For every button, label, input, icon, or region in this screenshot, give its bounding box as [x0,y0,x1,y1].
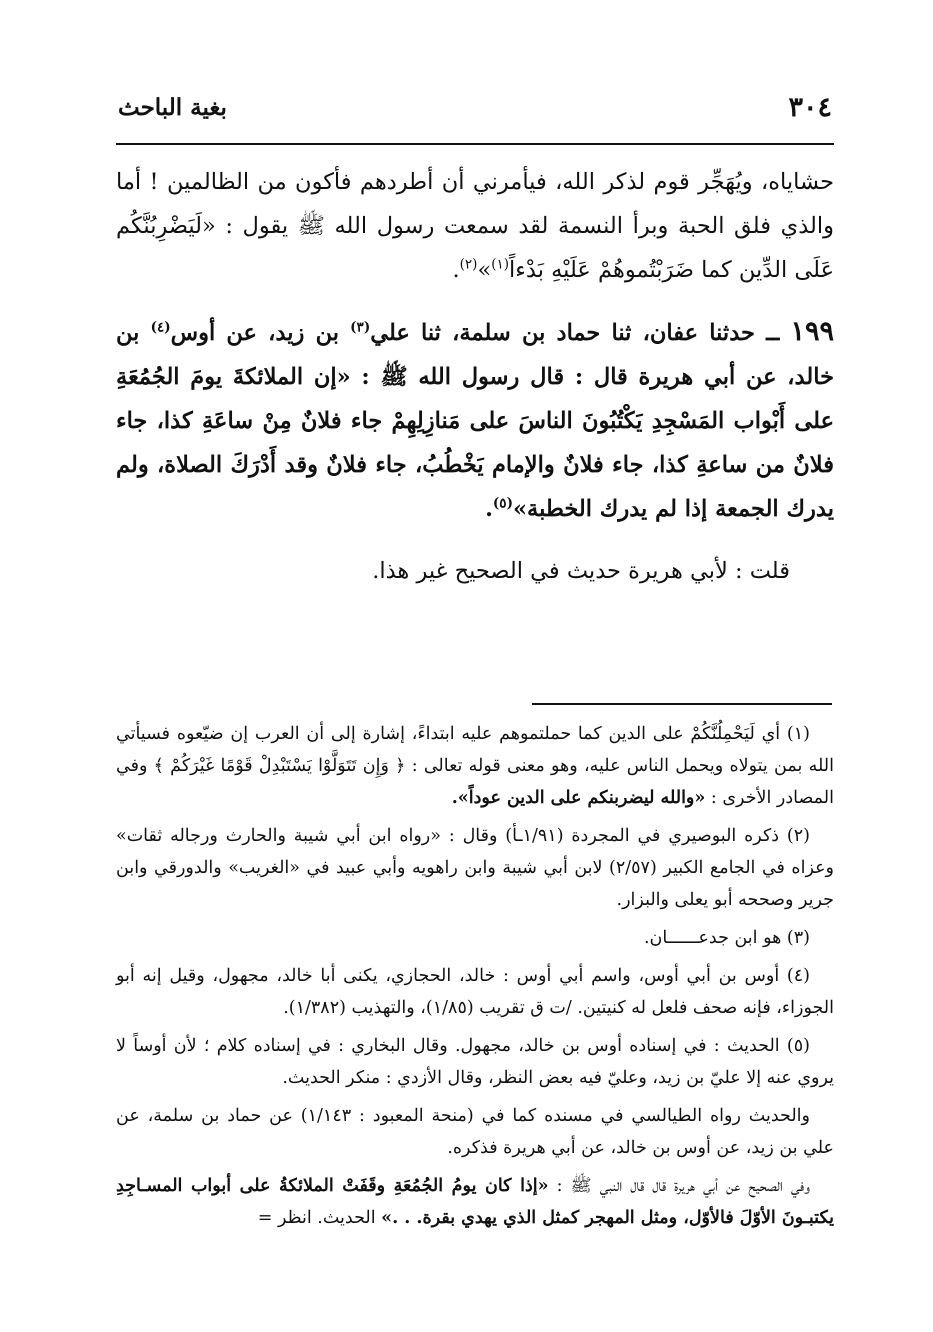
footnote-4: (٤) أوس بن أبي أوس، واسم أبي أوس : خالد، الحجازي، يكنى أبا خالد، مجهول، وقيل إنه أبو الجوزاء، فإنه صحف فلعل له كنيتين. /ت ق تقريب (١/٨٥)، والتهذيب (١/٣٨٢). [116,966,834,1018]
main-text [116,160,834,593]
hadith-number: ١٩٩ [790,316,834,347]
footnote-1: (١) أي لَيَحْمِلُنَّكُمْ على الدين كما حملتموهم عليه ابتداءً، إشارة إلى أن العرب إن ضيّعوه فسيأتي الله بمن يتولاه ويحمل الناس عليه، وهو معنى قوله تعالى : ﴿ وَإِن تَتَوَلَّوْا يَسْتَبْدِلْ قَوْمًا غَيْرَكُمْ ﴾ وفي المصادر الأخرى : «والله ليضربنكم على الدين عوداً». [116,724,834,808]
footnote-5-continued: والحديث رواه الطيالسي في مسنده كما في (منحة المعبود : ١/١٤٣) عن حماد بن سلمة، عن علي بن زيد، عن أوس بن خالد، عن أبي هريرة فذكره. [116,1106,834,1158]
footnote-ref-1: (١) [491,256,510,273]
footnote-ref-4: (٤) [150,319,171,336]
footnotes [116,718,834,1240]
page-header [118,92,832,132]
hadith-paragraph: ١٩٩ ــ حدثنا عفان، ثنا حماد بن سلمة، ثنا علي$^{(٣)}$ بن زيد، عن أوس$^{(٤)}$ بن خالد، عن أبي هريرة قال : قال رسول الله ﷺ : «إن الملائكةَ يومَ الجُمُعَةِ على أَبْواب المَسْجِدِ يَكْتُبُونَ الناسَ على مَنازِلِهِمْ جاء فلانٌ مِنْ ساعَةِ كذا، جاء فلانٌ من ساعةِ كذا، جاء فلانٌ والإمام يَخْطُبُ، جاء فلانٌ وقد أَدْرَكَ الصلاة، ولم يدرك الجمعة إذا لم يدرك الخطبة»$^{(٥)}$. [116,316,834,522]
footnote-rule [532,703,832,705]
editor-note: قلت : لأبي هريرة حديث في الصحيح غير هذا. [372,558,790,584]
paragraph-continuation: حشاياه، ويُهَجِّر قوم لذكر الله، فيأمرني أن أطردهم فأكون من الظالمين ! أما والذي فلق الحبة وبرأ النسمة لقد سمعت رسول الله ﷺ يقول : «لَيَضْرِبُنَّكُم عَلَى الدِّين كما ضَرَبْتُموهُمْ عَلَيْهِ بَدْءاً$^{(١)}$»$^{(٢)}$. [116,169,834,283]
footnote-ref-5: (٥) [492,495,513,512]
footnote-3: (٣) هو ابن جدعــــــان. [643,928,810,948]
footnote-ref-3: (٣) [350,319,371,336]
header-rule [116,143,834,145]
footnote-5: (٥) الحديث : في إسناده أوس بن خالد، مجهول. وقال البخاري : في إسناده كلام ؛ لأن أوساً لا يروي عنه إلا عليّ بن زيد، وعليّ فيه بعض النظر، وقال الأزدي : منكر الحديث. [116,1036,834,1088]
page-number: ٣٠٤ [788,92,832,123]
footnote-5-sahih: وفي الصحيح عن أبي هريرة قال قال النبي ﷺ : «إذا كان يومُ الجُمُعَةِ وقَفَتْ الملائكةُ على أبواب المسـاجِدِ يكتبـونَ الأوّلَ فالأوّل، ومثل المهجر كمثل الذي يهدي بقرة. . .» الحديث. انظر = [116,1176,834,1228]
running-title: بغية الباحث [118,94,227,121]
footnote-ref-2: (٢) [459,256,478,273]
footnote-2: (٢) ذكره البوصيري في المجردة (١/٩١ـأ) وقال : «رواه ابن أبي شيبة والحارث ورجاله ثقات» وعزاه في الجامع الكبير (٢/٥٧) لابن أبي شيبة وابن راهويه وأبي عبيد في «الغريب» والدورقي وابن جرير وصححه أبو يعلى والبزار. [116,826,834,910]
